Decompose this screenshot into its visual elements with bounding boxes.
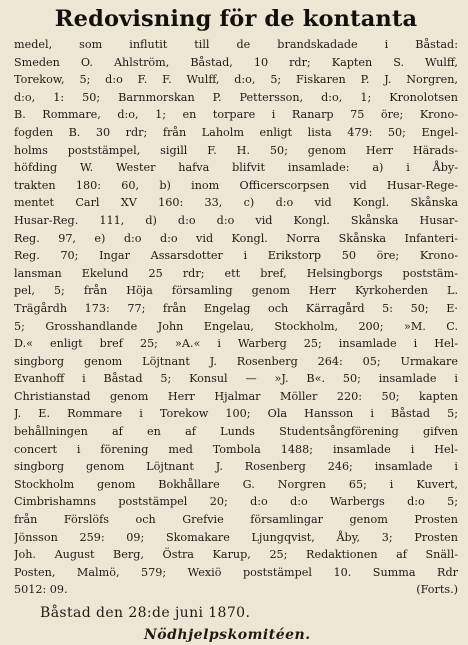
body-line: concert i förening med Tombola 1488; insamlade i Hel- [14,442,458,456]
continued-note: (Forts.) [416,583,458,597]
body-line: Evanhoff i Båstad 5; Konsul — »J. B«. 50; insamlade i [14,372,458,386]
body-line: medel, som influtit till de brandskadade i Båstad: [14,38,458,51]
body-line: Trägårdh 173: 77; från Engelag och Kärragård 5: 50; E· [14,301,458,315]
body-line: D.« enligt bref 25; »A.« i Warberg 25; insamlade i Hel- [14,337,458,351]
body-line: Reg. 70; Ingar Assarsdotter i Erikstorp 50 öre; Krono- [14,249,458,263]
sum-total: 5012: 09. [14,583,68,597]
body-line: behållningen af en af Lunds Studentsångförening gifven [14,425,458,439]
dateline: Båstad den 28:de juni 1870. [40,605,251,621]
body-line: pel, 5; från Höja församling genom Herr Kyrkoherden L. [14,284,458,298]
body-line: B. Rommare, d:o, 1; en torpare i Ranarp 75 öre; Krono- [14,108,458,122]
body-line: Cimbrishamns poststämpel 20; d:o d:o Warbergs d:o 5; [14,495,458,509]
body-line: höfding W. Wester hafva blifvit insamlade: a) i Åby- [14,161,458,175]
body-line: 5; Grosshandlande John Engelau, Stockholm, 200; »M. C. [14,319,458,333]
body-line: singborg genom Löjtnant J. Rosenberg 264: 05; Urmakare [14,354,458,368]
article-body [14,36,458,599]
body-line: Reg. 97, e) d:o d:o vid Kongl. Norra Skånska Infanteri- [14,231,458,245]
body-line: Stockholm genom Bokhållare G. Norgren 65; i Kuvert, [14,477,458,491]
body-line: holms poststämpel, sigill F. H. 50; genom Herr Härads- [14,143,458,157]
signature: Nödhjelpskomitéen. [144,627,311,643]
body-last-line [14,581,458,599]
body-line: Christianstad genom Herr Hjalmar Möller 220: 50; kapten [14,389,458,403]
body-line: singborg genom Löjtnant J. Rosenberg 246; insamlade i [14,460,458,474]
body-line: från Förslöfs och Grefvie församlingar genom Prosten [14,513,458,527]
body-line: lansman Ekelund 25 rdr; ett bref, Helsingborgs poststäm- [14,266,458,280]
body-line: fogden B. 30 rdr; från Laholm enligt lista 479: 50; Engel- [14,125,458,139]
body-line: J. E. Rommare i Torekow 100; Ola Hansson i Båstad 5; [14,407,458,421]
body-line: Posten, Malmö, 579; Wexiö poststämpel 10. Summa Rdr [14,565,458,579]
body-line: Joh. August Berg, Östra Karup, 25; Redaktionen af Snäll- [14,548,458,562]
article-heading: Redovisning för de kontanta [54,6,418,32]
body-line: mentet Carl XV 160: 33, c) d:o vid Kongl. Skånska [14,196,458,210]
body-line: Torekow, 5; d:o F. F. Wulff, d:o, 5; Fiskaren P. J. Norgren, [14,73,458,87]
body-line: trakten 180: 60, b) inom Officerscorpsen vid Husar-Rege- [14,178,458,192]
body-line: Husar-Reg. 111, d) d:o d:o vid Kongl. Skånska Husar- [14,213,458,227]
body-line: Jönsson 259: 09; Skomakare Ljungqvist, Åby, 3; Prosten [14,530,458,544]
body-line: Smeden O. Ahlström, Båstad, 10 rdr; Kapten S. Wulff, [14,55,458,69]
body-line: d:o, 1: 50; Barnmorskan P. Pettersson, d:o, 1; Kronolotsen [14,90,458,104]
